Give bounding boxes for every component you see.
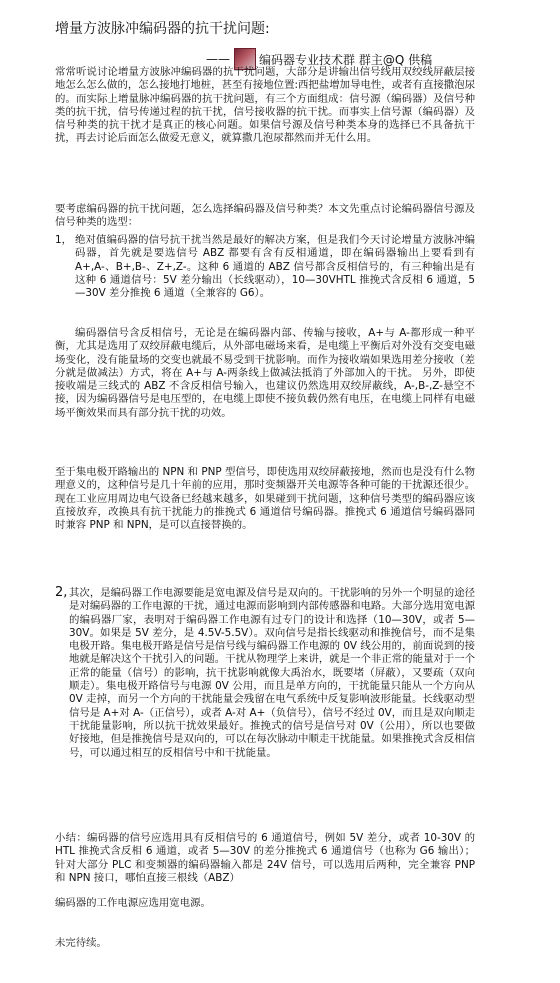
selection-question-paragraph: 要考虑编码器的抗干扰问题，怎么选择编码器及信号种类？本文先重点讨论编码器信号源及信号种类的选型： xyxy=(55,203,475,229)
summary-paragraph: 小结：编码器的信号应选用具有反相信号的 6 通道信号，例如 5V 差分，或者 10-30V 的 HTL 推挽式含反相 6 通道，或者 5—30V 的差分推挽式 6 通道信号（也称为 G6 输出）；针对大部分 PLC 和变频器的编码器输入都是 24V 信号，可以选用后两种，完全兼容 PNP 和 NPN 接口，哪怕直接三根线（ABZ） xyxy=(55,832,475,884)
open-collector-paragraph: 至于集电极开路输出的 NPN 和 PNP 型信号，即使选用双绞屏蔽接地，然而也是没有什么物理意义的，这种信号是几十年前的应用，那时变频器开关电源等各种可能的干扰源还很少。现在工业应用周边电气设备已经越来越多，如果碰到干扰问题，这种信号类型的编码器应该直接放弃，改换具有抗干扰能力的推挽式 6 通道信号编码器。推挽式 6 通道信号编码器同时兼容 PNP 和 NPN，是可以直接替换的。 xyxy=(55,466,475,532)
byline-dash: —— xyxy=(206,52,230,66)
list-item-1-number: 1， xyxy=(55,234,73,246)
list-item-2-text: 其次，是编码器工作电源要能是宽电源及信号是双向的。干扰影响的另外一个明显的途径是对编码器的工作电源的干扰，通过电源而影响到内部传感器和电路。大部分选用宽电源的编码器厂家，表明对于编码器工作电源有过专门的设计和选择（10—30V，或者 5—30V。如果是 5V 差分，是 4.5V-5.5V）。双向信号是指长线驱动和推挽信号，而不是集电极开路。集电极开路是信号是信号线与编码器工作电源的 0V 线公用的，前面说到的接地就是解决这个干扰引入的问题。干扰从物理学上来讲，就是一个非正常的能量对于一个正常的能量（信号）的影响，抗干扰影响就像大禹治水，既要堵（屏蔽），又要疏（双向顺走）。集电极开路信号与电源 0V 公用，而且是单方向的，干扰能量只能从一个方向从 0V 走掉，而另一个方向的干扰能量会残留在电气系统中反复影响波形能量。长线驱动型信号是 A+对 A-（正信号），或者 A-对 A+（负信号），信号不经过 0V，而且是双向顺走干扰能量影响，所以抗干扰效果最好。推挽式的信号是信号对 0V（公用），所以也要做好接地，但是推挽信号是双向的，可以在每次脉动中顺走干扰能量。如果推挽式含反相信号，可以通过相互的反相信号中和干扰能量。 xyxy=(69,587,475,759)
byline-text: 编码器专业技术群 群主@Q 供稿 xyxy=(259,52,433,67)
list-item-2-number: 2, xyxy=(55,585,68,600)
differential-signal-paragraph: 编码器信号含反相信号，无论是在编码器内部、传输与接收，A+与 A-都形成一种平衡，尤其是选用了双绞屏蔽电缆后，从外部电磁场来看，是电缆上平衡后对外没有交变电磁场变化，没有能量场的交变也就最不易受到干扰影响。而作为接收端如果选用差分接收（差分就是做减法）方式，将在 A+与 A-两条线上做减法抵消了外部加入的干扰。 另外，即使接收端是三线式的 ABZ 不含反相信号输入，也建议仍然选用双绞屏蔽线，A-,B-,Z-悬空不接，因为编码器信号是电压型的，在电缆上即使不接负载仍然有电压，在电缆上同样有电磁场平衡效果而具有部分抗干扰的功效。 xyxy=(55,327,475,419)
list-item-2 xyxy=(55,587,475,760)
to-be-continued: 未完待续。 xyxy=(55,937,107,949)
list-item-1 xyxy=(55,234,475,300)
list-item-1-text: 绝对值编码器的信号抗干扰当然是最好的解决方案，但是我们今天讨论增量方波脉冲编码器，首先就是要选信号 ABZ 都要有含有反相通道，即在编码器输出上要看到有 A+,A-、B+,B-、Z+,Z-。这种 6 通道的 ABZ 信号都含反相信号的，有三种输出是有这种 6 通道信号：5V 差分输出（长线驱动），10—30VHTL 推挽式含反相 6 通道，5—30V 差分推挽 6 通道（全兼容的 G6）。 xyxy=(75,234,475,300)
article-title: 增量方波脉冲编码器的抗干扰问题: xyxy=(55,21,270,37)
intro-paragraph: 常常听说讨论增量方波脉冲编码器的抗干扰问题，大部分是讲输出信号线用双绞线屏蔽层接地怎么怎么做的，怎么接地打地桩，甚至有接地位置:西把盐增加导电性，或者有直接撒泡尿的。而实际上增量脉冲编码器的抗干扰问题，有三个方面组成：信号源（编码器）及信号种类的抗干扰，信号传递过程的抗干扰，信号接收器的抗干扰。而事实上信号源（编码器）及信号种类的抗干扰才是真正的核心问题。如果信号源及信号种类本身的选择已不具备抗干扰，再去讨论后面怎么做爱无意义，就算撒几泡尿都然而并无什么用。 xyxy=(55,66,475,145)
summary-power-line: 编码器的工作电源应选用宽电源。 xyxy=(55,897,211,909)
